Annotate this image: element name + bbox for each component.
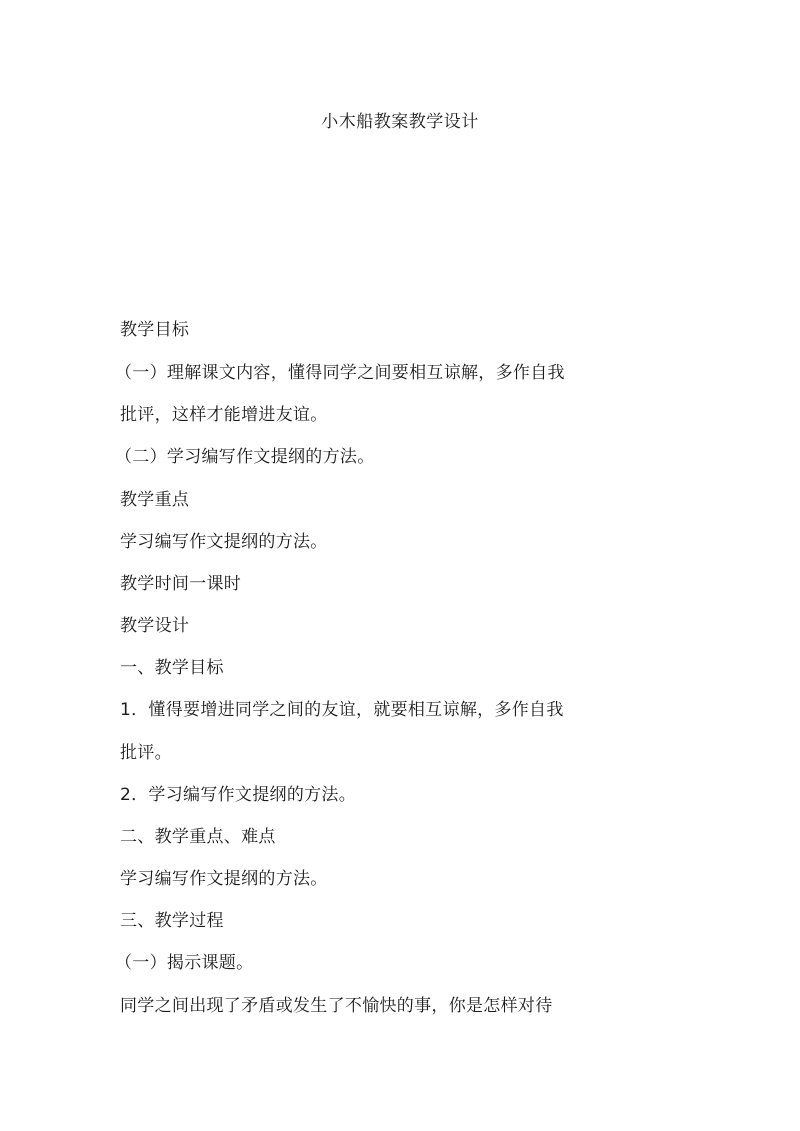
section-heading: 一、教学目标 [120,658,224,678]
paragraph-line: （二）学习编写作文提纲的方法。 [115,447,375,467]
section-heading-teaching-goals: 教学目标 [120,320,190,340]
paragraph-line: 批评。 [120,743,172,763]
paragraph-line: 学习编写作文提纲的方法。 [120,532,328,552]
paragraph-line: 教学时间一课时 [120,574,242,594]
paragraph-line: 同学之间出现了矛盾或发生了不愉快的事，你是怎样对待 [120,996,553,1016]
section-heading: 三、教学过程 [120,911,224,931]
paragraph-line: （一）理解课文内容，懂得同学之间要相互谅解，多作自我 [115,363,565,383]
paragraph-line: 批评，这样才能增进友谊。 [120,405,328,425]
section-heading-key-points: 教学重点 [120,490,190,510]
paragraph-line: （一）揭示课题。 [115,953,254,973]
document-title: 小木船教案教学设计 [321,112,479,132]
paragraph-line: 学习编写作文提纲的方法。 [120,869,328,889]
section-heading: 二、教学重点、难点 [120,827,276,847]
section-heading-teaching-design: 教学设计 [120,616,190,636]
list-item: 1．懂得要增进同学之间的友谊，就要相互谅解，多作自我 [120,700,564,720]
list-item: 2．学习编写作文提纲的方法。 [120,785,357,805]
